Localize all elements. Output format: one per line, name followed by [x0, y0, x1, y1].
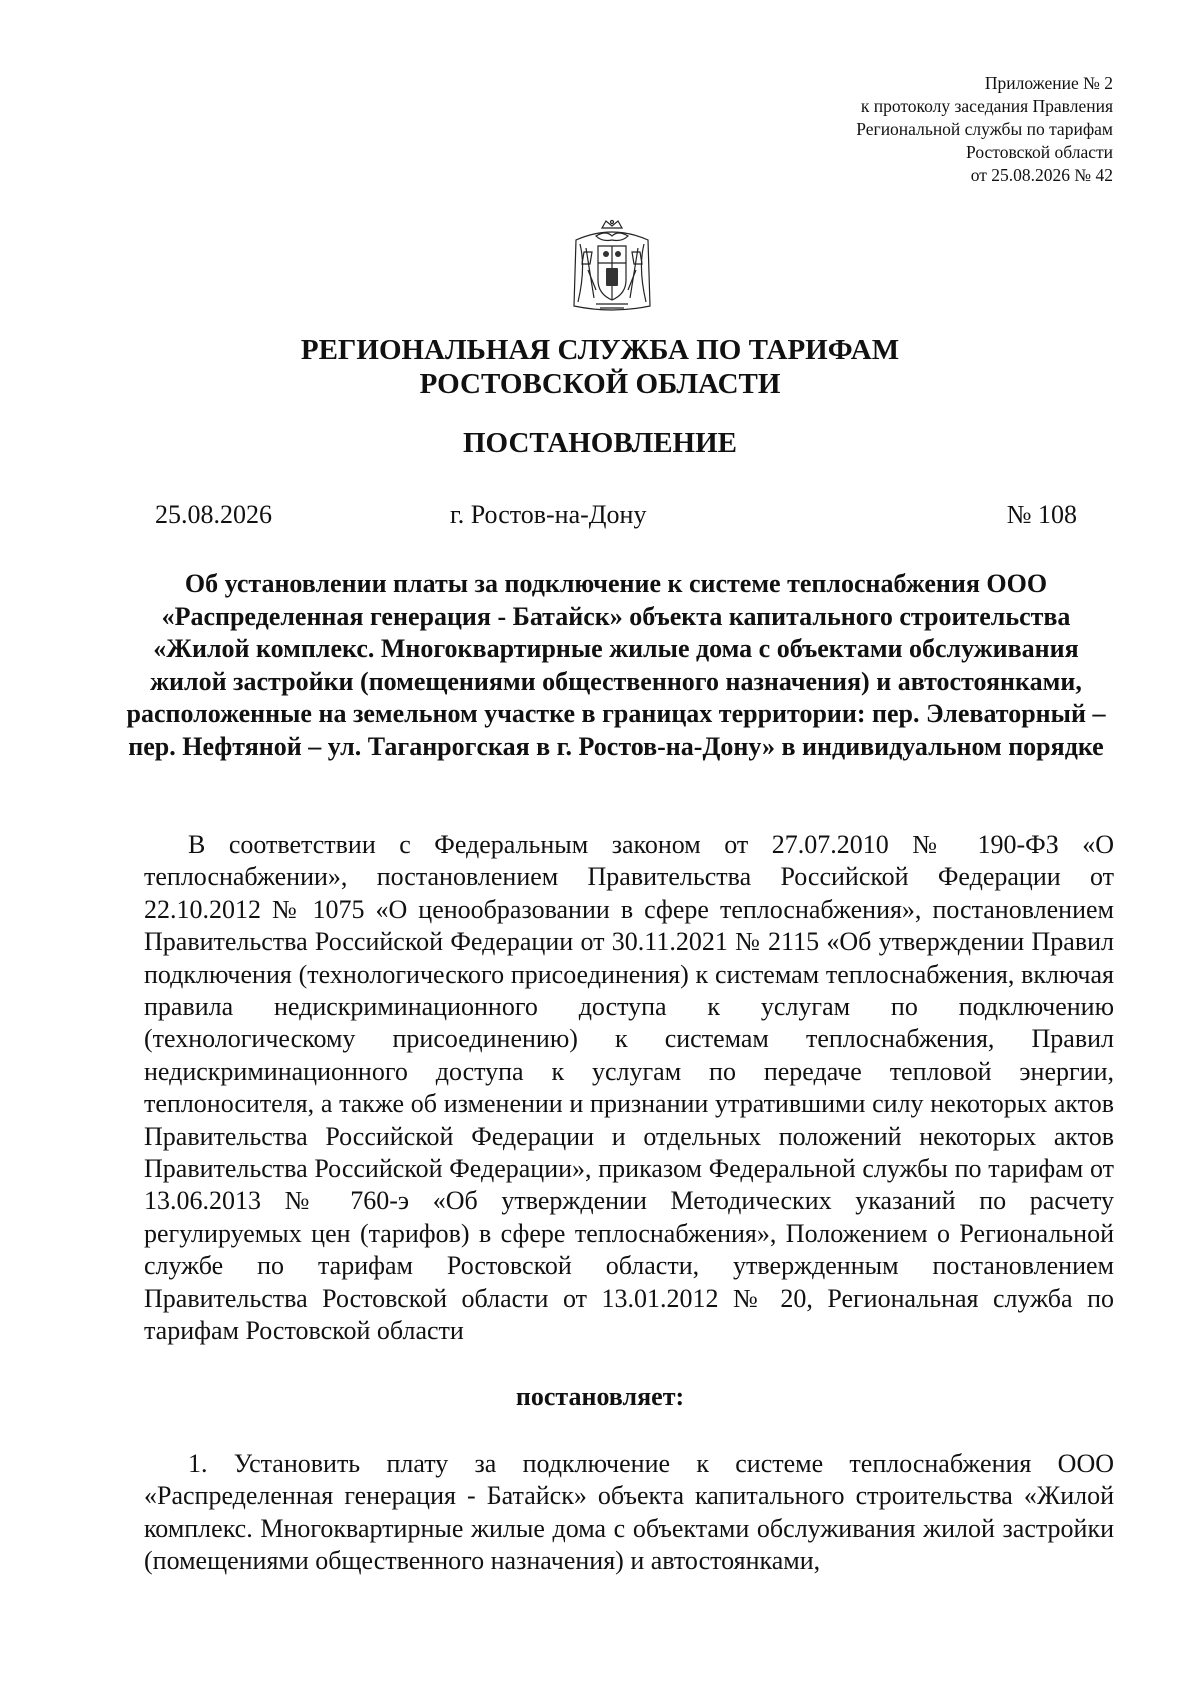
- appendix-line: к протоколу заседания Правления: [860, 96, 1113, 116]
- document-title: Об установлении платы за подключение к системе теплоснабжения ООО «Распределенная генерация - Батайск» объекта капитального строительства «Жилой комплекс. Многоквартирные жилые дома с объектами обслуживания жилой застройки (помещениями общественного назначения) и автостоянками, расположенные на земельном участке в границах территории: пер. Элеваторный – пер. Нефтяной – ул. Таганрогская в г. Ростов-на-Дону» в индивидуальном порядке: [126, 569, 1106, 761]
- organization-line: РЕГИОНАЛЬНАЯ СЛУЖБА ПО ТАРИФАМ: [300, 334, 900, 366]
- appendix-line: от 25.08.2026 № 42: [970, 165, 1113, 185]
- document-date: 25.08.2026: [155, 500, 272, 529]
- appendix-line: Региональной службы по тарифам: [856, 119, 1113, 139]
- rostov-oblast-coat-of-arms-icon: [566, 218, 658, 318]
- resolves-heading: постановляет:: [515, 1382, 685, 1411]
- appendix-line: Приложение № 2: [984, 73, 1113, 93]
- appendix-line: Ростовской области: [966, 142, 1113, 162]
- item-1-paragraph: 1. Установить плату за подключение к системе теплоснабжения ООО «Распределенная генерация - Батайск» объекта капитального строительства «Жилой комплекс. Многоквартирные жилые дома с объектами обслуживания жилой застройки (помещениями общественного назначения) и автостоянками,: [144, 1449, 1114, 1576]
- document-type: ПОСТАНОВЛЕНИЕ: [462, 427, 737, 459]
- appendix-header: [856, 72, 1113, 187]
- organization-name: [0, 333, 1200, 401]
- organization-line: РОСТОВСКОЙ ОБЛАСТИ: [419, 368, 781, 400]
- document-meta: [155, 499, 1077, 531]
- preamble-paragraph: В соответствии с Федеральным законом от 27.07.2010 № 190-ФЗ «О теплоснабжении», постановлением Правительства Российской Федерации от 22.10.2012 № 1075 «О ценообразовании в сфере теплоснабжения», постановлением Правительства Российской Федерации от 30.11.2021 № 2115 «Об утверждении Правил подключения (технологического присоединения) к системам теплоснабжения, включая правила недискриминационного доступа к услугам по подключению (технологическому присоединению) к системам теплоснабжения, Правил недискриминационного доступа к услугам по передаче тепловой энергии, теплоносителя, а также об изменении и признании утратившими силу некоторых актов Правительства Российской Федерации и отдельных положений некоторых актов Правительства Российской Федерации», приказом Федеральной службы по тарифам от 13.06.2013 № 760-э «Об утверждении Методических указаний по расчету регулируемых цен (тарифов) в сфере теплоснабжения», Положением о Региональной службе по тарифам Ростовской области, утвержденным постановлением Правительства Ростовской области от 13.01.2012 № 20, Региональная служба по тарифам Ростовской области: [144, 830, 1114, 1346]
- document-number: № 108: [1006, 500, 1077, 529]
- document-city: г. Ростов-на-Дону: [450, 500, 647, 529]
